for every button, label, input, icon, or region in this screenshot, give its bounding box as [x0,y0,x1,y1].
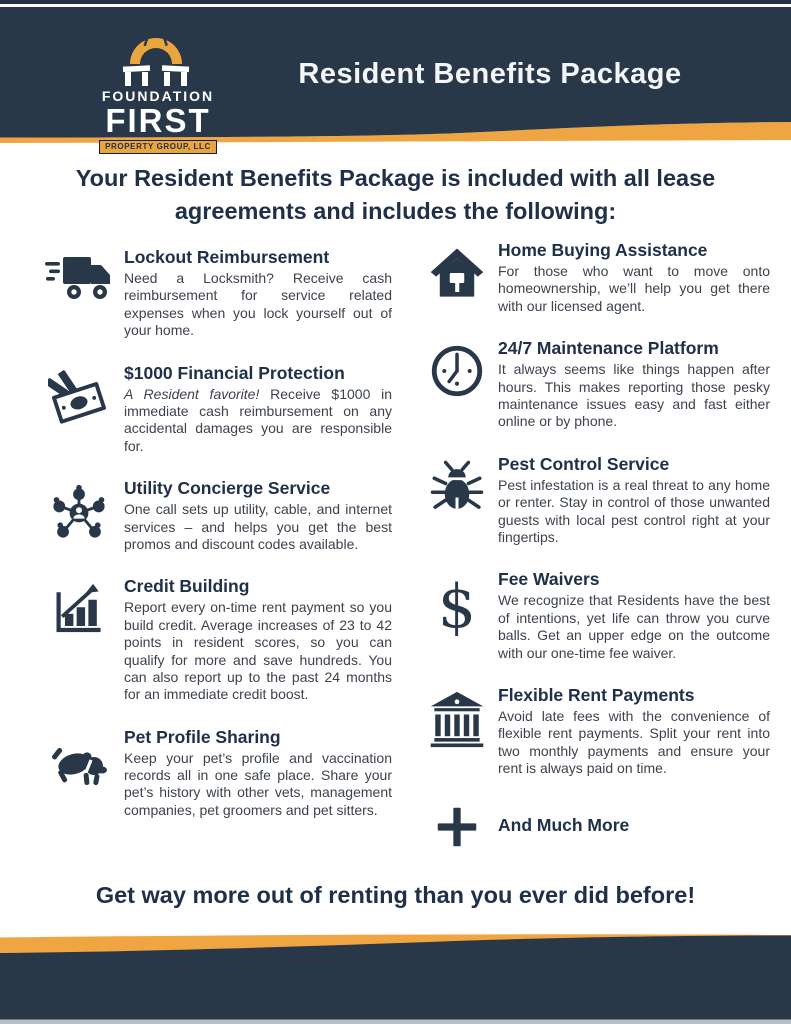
benefit-pest-control [416,454,770,547]
plus-icon [416,800,498,849]
benefit-body: One call sets up utility, cable, and internet services – and helps you get the best promos and discount codes available. [124,501,392,552]
bug-icon [416,454,498,547]
benefit-body: Pest infestation is a real threat to any home or renter. Stay in control of those unwanted guests with local pest control right at your fingertips. [498,476,770,545]
benefit-lockout-reimbursement [34,247,392,340]
arch-pillars-icon [96,26,216,88]
logo-text-first: FIRST [105,102,211,139]
benefit-body: Avoid late fees with the convenience of flexible rent payments. Split your rent into two monthly payments and ensure your rent is always paid on time. [498,708,770,777]
benefit-title: And Much More [498,814,630,835]
benefit-title: Credit Building [124,576,250,597]
benefit-body [124,386,392,455]
clock-icon [416,338,498,431]
benefit-lead-italic: A Resident favorite! [124,385,260,402]
logo-tagline: PROPERTY GROUP, LLC [99,140,217,154]
benefit-title: 24/7 Maintenance Platform [498,338,719,359]
benefit-title: Flexible Rent Payments [498,684,695,705]
footer-band [0,928,791,1024]
benefit-body-rest: Receive $1000 in immediate cash reimbursement on any accidental damages you are responsible for. [124,385,393,454]
intro-heading: Your Resident Benefits Package is included with all lease agreements and includes the following: [75,165,716,225]
benefit-home-buying [416,240,770,315]
benefit-title: Fee Waivers [498,569,600,590]
benefit-title: Home Buying Assistance [498,240,708,260]
brand-logo [96,26,220,154]
logo-text-foundation: FOUNDATION [101,88,215,104]
benefit-body: Keep your pet’s profile and vaccination records all in one safe place. Share your pet’s history with other vets, management companies, pet groomers and pet sitters. [124,749,392,818]
benefit-body: Report every on-time rent payment so you build credit. Average increases of 23 to 42 points in resident scores, so you can qualify for more and save hundreds. You can also report up to the past 24 months for an immediate credit boost. [124,599,392,703]
benefit-maintenance-platform [416,338,770,431]
benefit-title: Pet Profile Sharing [124,726,281,747]
benefit-body: We recognize that Residents have the best of intentions, yet life can throw you curve balls. Get an upper edge on the outcome with our one-time fee waiver. [498,592,770,661]
benefit-body: It always seems like things happen after hours. This makes reporting those pesky maintenance issues easy and fast either online or by phone. [498,361,770,430]
svg-text:$: $ [437,574,477,641]
benefit-title: Pest Control Service [498,453,670,474]
benefit-pet-profile [34,727,392,820]
people-network-icon [34,478,124,553]
dollar-sign-icon [416,569,498,662]
bank-building-icon [416,685,498,778]
page-title: Resident Benefits Package [298,58,682,90]
footer-tagline: Get way more out of renting than you ever did before! [95,882,696,908]
benefit-title: Utility Concierge Service [124,478,331,499]
benefit-fee-waivers [416,569,770,662]
benefit-utility-concierge [34,478,392,553]
benefit-and-much-more [416,800,770,849]
benefits-left-column [34,247,392,842]
benefit-body: Need a Locksmith? Receive cash reimbursement for service related expenses when you lock yourself out of your home. [124,270,392,339]
house-sold-sign-icon [416,240,498,315]
benefit-flexible-rent [416,685,770,778]
benefit-title: $1000 Financial Protection [124,362,345,383]
cash-bills-icon [34,363,124,456]
benefit-title: Lockout Reimbursement [124,247,330,267]
benefits-right-column [416,240,770,872]
benefit-body: For those who want to move onto homeownership, we’ll help you get there with our licensed agent. [498,263,770,314]
dog-icon [34,727,124,820]
bar-chart-growth-icon [34,576,124,703]
benefit-financial-protection [34,363,392,456]
delivery-truck-icon [34,247,124,340]
benefit-credit-building [34,576,392,703]
